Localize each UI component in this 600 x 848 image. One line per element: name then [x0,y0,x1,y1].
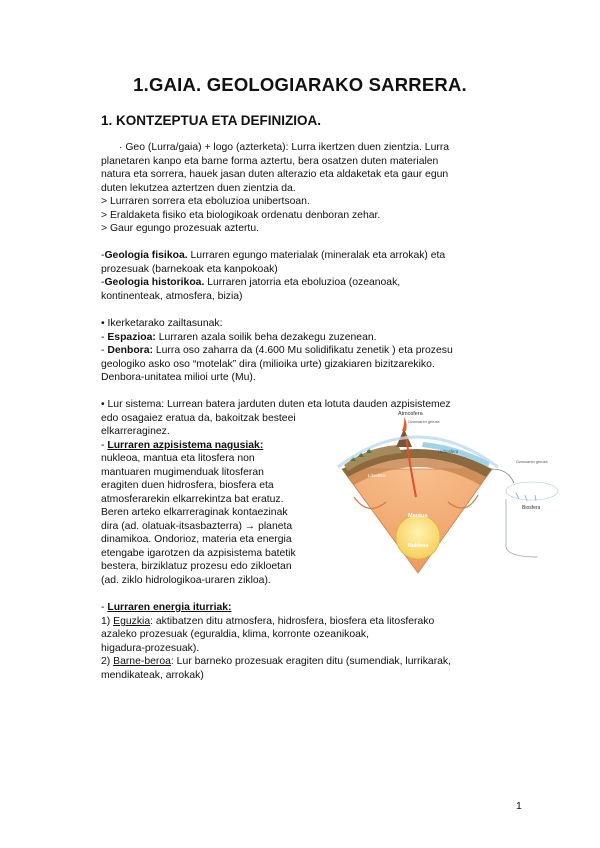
subsystem-line: (ad. ziklo hidrologikoa-uraren zikloa). [101,575,271,586]
subsystem-line: dinamikoa. Ondorioz, materia eta energia [101,534,292,545]
branch-label: Geologia historikoa. [104,277,205,288]
bullet-item: > Lurraren sorrera eta eboluzioa unibertsoan. [101,196,310,207]
lava-icon [402,417,407,431]
subsystem-line: mantuaren mugimenduak litosferan [101,467,264,478]
branch-label: Geologia fisikoa. [104,250,188,261]
core-circle [396,515,440,559]
definition-line: duten lekutzea aztertzen duen zientzia da. [101,183,296,194]
biosphere-cloud [506,482,558,500]
definition-line: · Geo (Lurra/gaia) + logo (azterketa): Lurra ikertzen duen zientzia. Lurra [119,142,450,153]
label-biosfera: Biosfera [522,505,541,511]
energy-item-text: mendikateak, arrokak) [101,670,204,681]
subsystem-line: eragiten duen hidrosfera, biosfera eta [101,480,274,491]
document-title: 1.GAIA. GEOLOGIARAKO SARRERA. [133,74,467,95]
bullet-item: > Eraldaketa fisiko eta biologikoak ordenatu denboran zehar. [101,210,381,221]
bullet-item: > Gaur egungo prozesuak aztertu. [101,223,259,234]
section-heading: 1. KONTZEPTUA ETA DEFINIZIOA. [101,113,322,128]
page-number: 1 [516,800,522,812]
difficulty-label: Denbora: [107,345,153,356]
subsystems-heading: - Lurraren azpisistema nagusiak: [101,440,264,451]
subsystem-line: bestera, birziklatuz prozesu edo zikloetan [101,561,292,572]
energy-item-label: Barne-beroa [113,656,171,667]
label-nukleoa: Nukleoa [408,543,429,549]
energy-heading: Lurraren energia iturriak: [107,602,232,613]
branch-text: prozesuak (barnekoak eta kanpokoak) [101,264,278,275]
difficulty-text: geologiko asko oso “motelak” dira (milioika urte) gizakiaren bizitzarekiko. [101,359,435,370]
difficulty-label: Espazioa: [107,332,156,343]
energy-item-sun: 1) Eguzkia: aktibatzen ditu atmosfera, hidrosfera, biosfera eta litosferako [101,616,435,627]
label-ozono: Ozonoaren geruza [408,420,440,424]
branch-fisikoa: -Geologia fisikoa. Lurraren egungo materialak (mineralak eta arrokak) eta [101,250,446,261]
difficulty-text: Denbora-unitatea milioi urte (Mu). [101,372,256,383]
branch-text: kontinenteak, atmosfera, bizia) [101,291,243,302]
energy-item-text: azaleko prozesuak (eguraldia, klima, korronte ozeanikoak, [101,629,369,640]
subsystem-line: nukleoa, mantua eta litosfera non [101,453,255,464]
label-ozono-right: Ozonoaren geruza [516,460,548,464]
branch-text: Lurraren egungo materialak (mineralak eta arrokak) eta [187,250,446,261]
label-atmosfera: Atmosfera [398,411,423,417]
subsystems-label: Lurraren azpisistema nagusiak: [107,440,264,451]
definition-line: planetaren kanpo eta barne forma aztertu, bera osatzen duten materialen [101,156,439,167]
subsystem-line: atmosferarekin elkarrekintza bat eratuz. [101,494,284,505]
label-hidrosfera: Hidrosfera [438,449,459,454]
subsystem-line: Beren arteko elkarreraginak kontaezinak [101,507,288,518]
system-intro: edo osagaiez eratua da, bakoitzak besteei [101,413,296,424]
definition-line: natura eta sorrera, hauek jasan duten alterazio eta aldaketak eta gaur egun [101,169,449,180]
subsystem-line: etengabe igarotzen da azpisistema batetik [101,548,296,559]
energy-item-text: higadura-prozesuak). [101,643,200,654]
difficulty-text: Lurra oso zaharra da (4.600 Mu solidifikatu zenetik ) eta prozesu [152,345,453,356]
branch-historikoa: -Geologia historikoa. Lurraren jatorria eta eboluzioa (ozeanoak, [101,277,401,288]
leader-line [492,469,514,483]
energy-item-heat: 2) Barne-beroa: Lur barneko prozesuak eragiten ditu (sumendiak, lurrikarak, [101,656,452,667]
difficulty-denbora: - Denbora: Lurra oso zaharra da (4.600 Mu solidifikatu zenetik ) eta prozesu [101,345,453,356]
branch-text: Lurraren jatorria eta eboluzioa (ozeanoak, [204,277,401,288]
system-intro: elkarreraginez. [101,426,170,437]
difficulty-espazioa: - Espazioa: Lurraren azala soilik beha dezakegu zuzenean. [101,332,377,343]
energy-item-label: Eguzkia [113,616,151,627]
label-litosfera: Litosfera [368,473,386,478]
earth-subsystems-diagram [328,407,566,575]
energy-heading-line: - Lurraren energia iturriak: [101,602,232,613]
difficulty-text: Lurraren azala soilik beha dezakegu zuzenean. [155,332,377,343]
subsystem-line: dira (ad. olatuak-itsasbazterra) → planeta [101,521,293,532]
difficulties-intro: • Ikerketarako zailtasunak: [101,318,223,329]
system-intro: • Lur sistema: Lurrean batera jarduten duten eta lotuta dauden azpisistemez [101,399,451,410]
label-mantua: Mantua [408,513,428,519]
